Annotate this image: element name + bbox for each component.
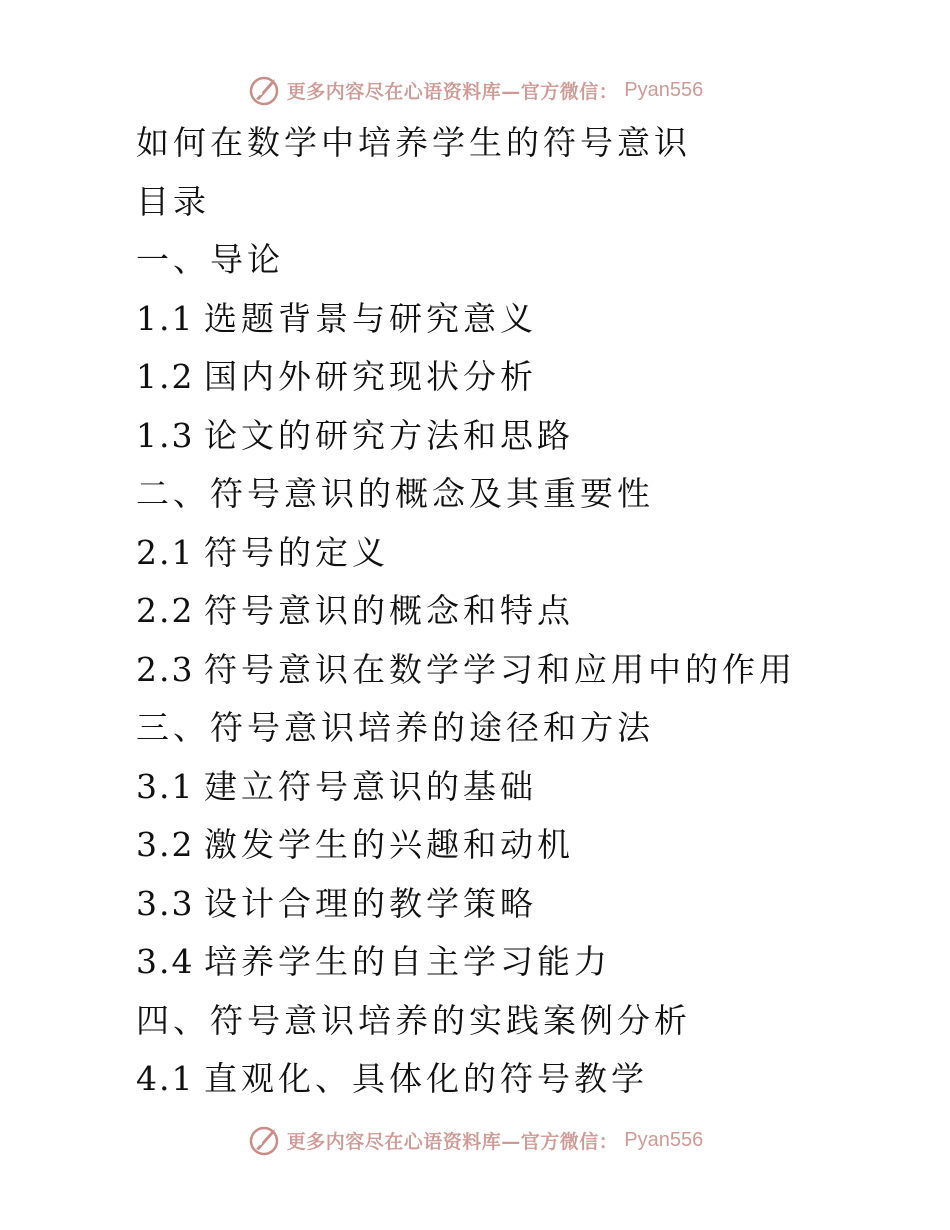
toc-item-text: 符号意识的概念和特点 (204, 591, 574, 630)
toc-item (136, 1050, 916, 1109)
watermark-text: 更多内容尽在心语资料库—官方微信： (286, 80, 619, 103)
toc-item-number: 1.3 (136, 415, 195, 455)
toc-item (136, 992, 916, 1051)
toc-item (136, 290, 916, 349)
quill-logo-icon (247, 73, 281, 107)
toc-item-number: 3.3 (136, 883, 195, 923)
toc-item-number: 2.2 (136, 591, 195, 630)
toc-item (136, 758, 916, 817)
toc-item (136, 231, 916, 290)
toc-item-text: 设计合理的教学策略 (204, 883, 537, 923)
toc-item-text: 符号意识在数学学习和应用中的作用 (204, 649, 796, 689)
watermark-footer (0, 1120, 950, 1160)
toc-item-number: 1.1 (136, 298, 195, 338)
toc-item-number: 2.1 (136, 532, 195, 572)
quill-logo-icon (247, 1123, 281, 1157)
toc-item-text: 激发学生的兴趣和动机 (204, 825, 574, 864)
watermark-id: Pyan556 (624, 1128, 704, 1151)
document-title: 如何在数学中培养学生的符号意识 (136, 123, 691, 162)
toc-item (136, 641, 916, 700)
watermark-header (0, 70, 950, 110)
watermark-text: 更多内容尽在心语资料库—官方微信： (286, 1130, 619, 1153)
toc-item-number: 3.2 (136, 825, 195, 864)
toc-item (136, 407, 916, 466)
toc-item-number: 3.1 (136, 766, 195, 806)
toc-item-number: 2.3 (136, 649, 195, 689)
toc-item-text: 一、导论 (136, 240, 284, 279)
toc-item-text: 二、符号意识的概念及其重要性 (136, 474, 654, 513)
toc-heading: 目录 (136, 181, 210, 221)
toc-item-text: 三、符号意识培养的途径和方法 (136, 708, 654, 747)
toc-item-text: 建立符号意识的基础 (204, 766, 537, 806)
toc-item (136, 875, 916, 934)
toc-item-text: 四、符号意识培养的实践案例分析 (136, 1000, 691, 1040)
toc-item (136, 816, 916, 875)
toc-item-text: 选题背景与研究意义 (204, 298, 537, 338)
toc-item-text: 论文的研究方法和思路 (204, 415, 574, 455)
toc-item (136, 933, 916, 992)
toc-item (136, 348, 916, 407)
document-body (136, 114, 916, 1109)
toc-item-text: 培养学生的自主学习能力 (204, 942, 611, 981)
toc-item (136, 582, 916, 641)
toc-item-number: 3.4 (136, 942, 195, 981)
toc-item-number: 1.2 (136, 357, 195, 396)
toc-item (136, 699, 916, 758)
toc-item (136, 465, 916, 524)
toc-item-text: 直观化、具体化的符号教学 (204, 1059, 648, 1098)
toc-item-text: 国内外研究现状分析 (204, 357, 537, 396)
toc-item-text: 符号的定义 (204, 532, 389, 572)
toc-item (136, 524, 916, 583)
watermark-id: Pyan556 (624, 78, 704, 101)
toc-item-number: 4.1 (136, 1059, 195, 1098)
